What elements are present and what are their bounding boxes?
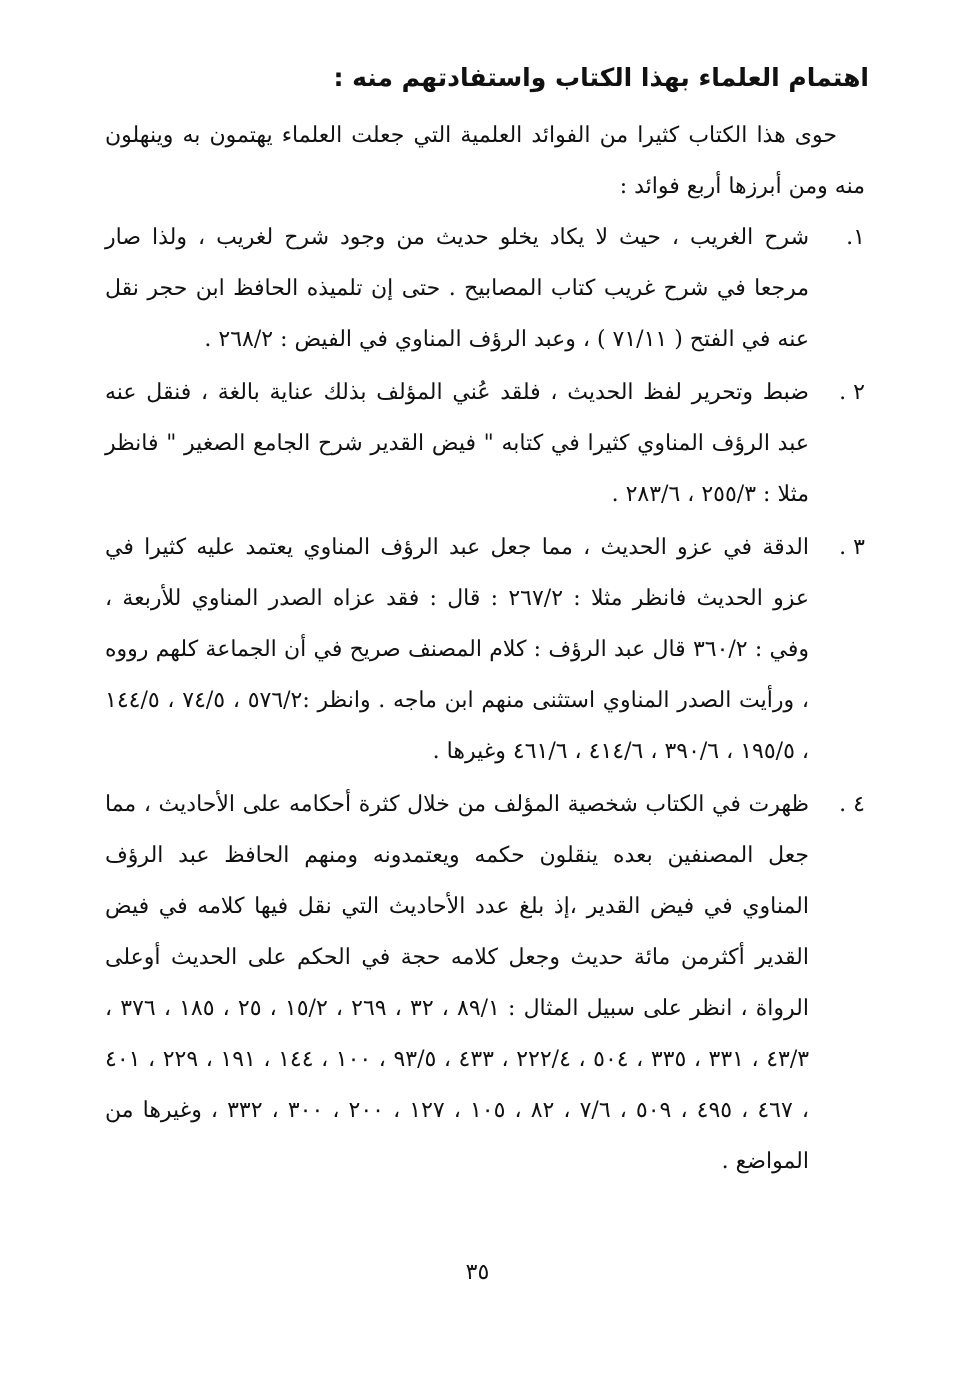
list-item-number: ٣ . — [839, 535, 865, 560]
list-item — [105, 367, 865, 520]
body-text — [105, 110, 865, 1187]
list-item-number: ١. — [846, 225, 865, 250]
list-item-text: الدقة في عزو الحديث ، مما جعل عبد الرؤف المناوي يعتمد عليه كثيرا في عزو الحديث فانظر مثلا : ٢٦٧/٢ : قال : فقد عزاه الصدر المناوي للأربعة ، وفي : ٣٦٠/٢ قال عبد الرؤف : كلام المصنف صريح في أن الجماعة كلهم رووه ، ورأيت الصدر المناوي استثنى منهم ابن ماجه . وانظر :٥٧٦/٢ ، ٧٤/٥ ، ١٤٤/٥ ، ١٩٥/٥ ، ٣٩٠/٦ ، ٤١٤/٦ ، ٤٦١/٦ وغيرها . — [105, 535, 810, 764]
list-item-text: شرح الغريب ، حيث لا يكاد يخلو حديث من وجود شرح لغريب ، ولذا صار مرجعا في شرح غريب كتاب المصابيح . حتى إن تلميذه الحافظ ابن حجر نقل عنه في الفتح ( ٧١/١١ ) ، وعبد الرؤف المناوي في الفيض : ٢٦٨/٢ . — [105, 225, 809, 352]
intro-paragraph: حوى هذا الكتاب كثيرا من الفوائد العلمية التي جعلت العلماء يهتمون به وينهلون منه ومن أبرزها أربع فوائد : — [105, 123, 865, 199]
list-item-number: ٤ . — [839, 792, 865, 817]
section-heading: اهتمام العلماء بهذا الكتاب واستفادتهم منه : — [333, 63, 869, 92]
list-item-text: ظهرت في الكتاب شخصية المؤلف من خلال كثرة أحكامه على الأحاديث ، مما جعل المصنفين بعده ينقلون حكمه ويعتمدونه ومنهم الحافظ عبد الرؤف المناوي في فيض القدير ،إذ بلغ عدد الأحاديث التي نقل فيها كلامه في فيض القدير أكثرمن مائة حديث وجعل كلامه حجة في الحكم على الحديث أوعلى الرواة ، انظر على سبيل المثال : ٨٩/١ ، ٣٢ ، ٢٦٩ ، ١٥/٢ ، ٢٥ ، ١٨٥ ، ٣٧٦ ، ٤٣/٣ ، ٣٣١ ، ٣٣٥ ، ٥٠٤ ، ٢٢٢/٤ ، ٤٣٣ ، ٩٣/٥ ، ١٠٠ ، ١٤٤ ، ١٩١ ، ٢٢٩ ، ٤٠١ ، ٤٦٧ ، ٤٩٥ ، ٥٠٩ ، ٧/٦ ، ٨٢ ، ١٠٥ ، ١٢٧ ، ٢٠٠ ، ٣٠٠ ، ٣٣٢ ، وغيرها من المواضع . — [105, 792, 810, 1174]
list-item — [105, 212, 865, 365]
page-number: ٣٥ — [465, 1260, 490, 1285]
list-item-number: ٢ . — [839, 380, 865, 405]
list-item-text: ضبط وتحرير لفظ الحديث ، فلقد عُني المؤلف بذلك عناية بالغة ، فنقل عنه عبد الرؤف المناوي كثيرا في كتابه " فيض القدير شرح الجامع الصغير " فانظر مثلا : ٢٥٥/٣ ، ٢٨٣/٦ . — [105, 380, 809, 507]
list-item — [105, 779, 865, 1187]
list-item — [105, 522, 865, 777]
